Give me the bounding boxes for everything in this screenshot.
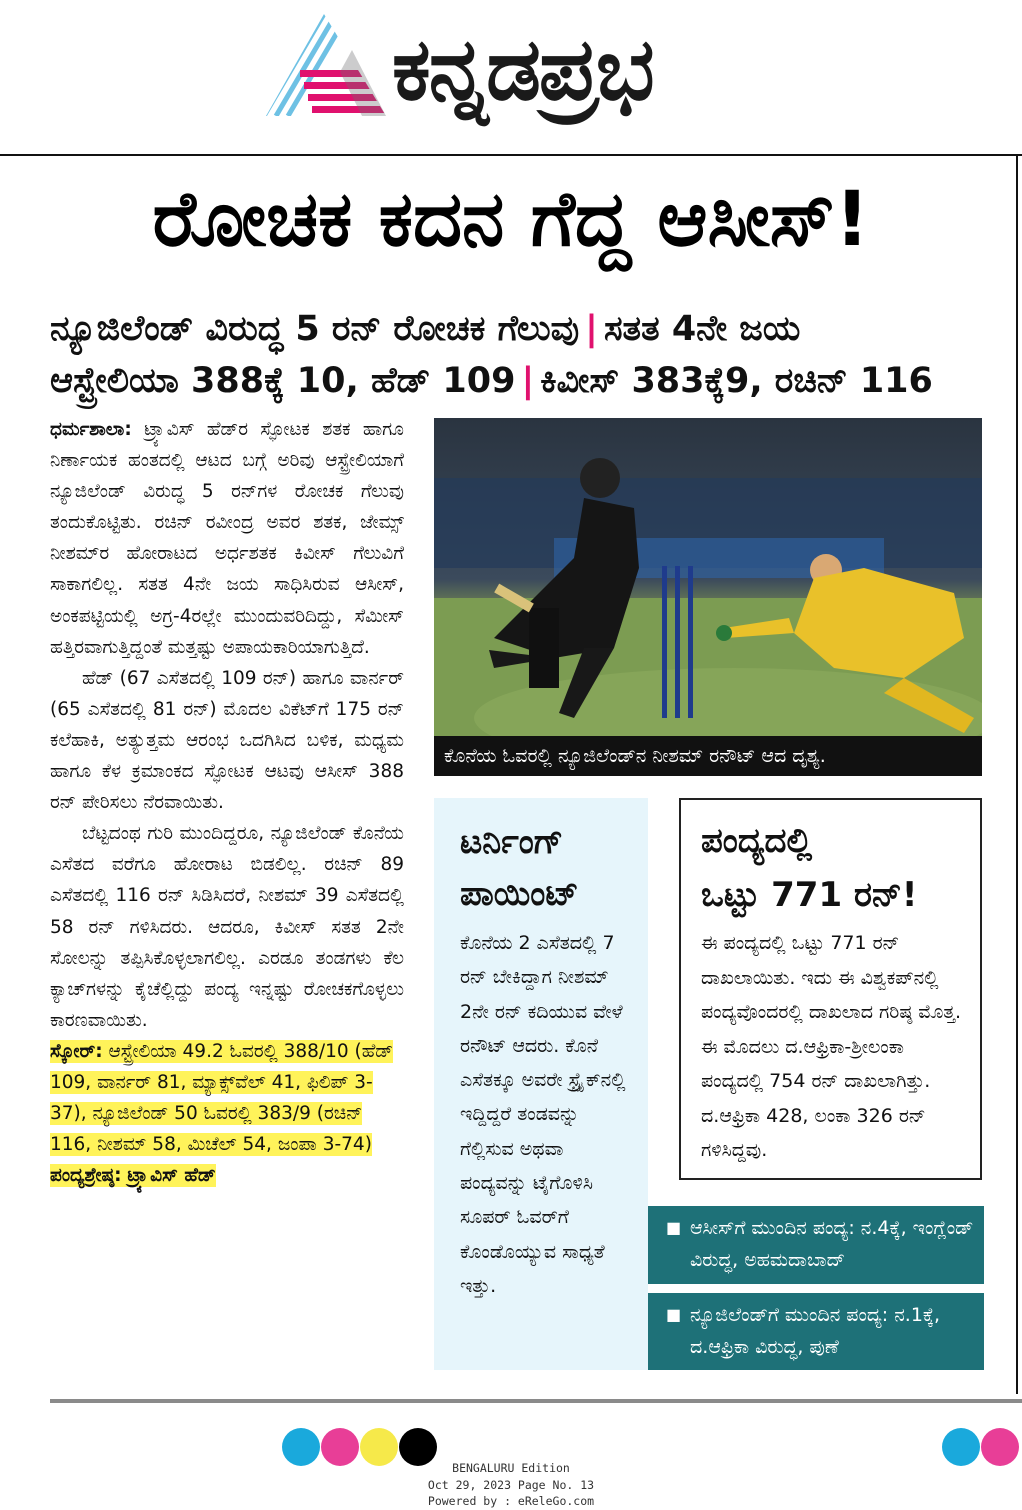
- bullet-icon: ■: [666, 1305, 682, 1324]
- bottom-rule: [50, 1399, 1022, 1403]
- next-match-text: ಆಸೀಸ್‌ಗೆ ಮುಂದಿನ ಪಂದ್ಯ: ನ.4ಕ್ಕೆ, ಇಂಗ್ಲೆಂಡ್ ವಿರುದ್ಧ, ಅಹಮದಾಬಾದ್: [690, 1217, 974, 1271]
- subheadline-1: [50, 306, 990, 352]
- article-body: [50, 414, 404, 1191]
- total-runs-title-line1: ಪಂದ್ಯದಲ್ಲಿ: [701, 821, 813, 861]
- turning-point-box: [434, 798, 648, 1370]
- separator: |: [585, 309, 598, 349]
- subheadline-2: [50, 358, 990, 404]
- player-of-match-name: ಟ್ರ್ಯಾವಿಸ್ ಹೆಡ್: [127, 1165, 216, 1187]
- masthead-rule: [0, 154, 1022, 156]
- next-match-australia: [648, 1206, 984, 1284]
- match-photo: [434, 418, 982, 776]
- turning-point-title-line1: ಟರ್ನಿಂಗ್: [460, 822, 564, 862]
- main-headline: ರೋಚಕ ಕದನ ಗೆದ್ದ ಆಸೀಸ್!: [152, 174, 870, 263]
- scorecard: [50, 1036, 404, 1191]
- date-page-label: Oct 29, 2023 Page No. 13: [427, 1477, 595, 1492]
- turning-point-title: [460, 816, 634, 920]
- page-border-right: [1016, 154, 1018, 1394]
- article-paragraph: [50, 414, 404, 663]
- subheadline-1-part2: ಸತತ 4ನೇ ಜಯ: [603, 309, 801, 349]
- next-match-text: ನ್ಯೂಜಿಲೆಂಡ್‌ಗೆ ಮುಂದಿನ ಪಂದ್ಯ: ನ.1ಕ್ಕೆ, ದ.ಆಫ್ರಿಕಾ ವಿರುದ್ಧ, ಪುಣೆ: [690, 1304, 941, 1358]
- masthead: [0, 0, 1022, 156]
- bullet-icon: ■: [666, 1218, 682, 1237]
- player-of-match-label: ಪಂದ್ಯಶ್ರೇಷ್ಠ:: [50, 1165, 122, 1187]
- total-runs-title: [701, 814, 968, 922]
- turning-point-text: ಕೊನೆಯ 2 ಎಸೆತದಲ್ಲಿ 7 ರನ್ ಬೇಕಿದ್ದಾಗ ನೀಶಮ್ 2ನೇ ರನ್ ಕದಿಯುವ ವೇಳೆ ರನೌಟ್ ಆದರು. ಕೊನೆ ಎಸೆತಕ್ಕೂ ಅವರೇ ಸ್ಟ್ರೈಕ್‌ನಲ್ಲಿ ಇದ್ದಿದ್ದರೆ ತಂಡವನ್ನು ಗೆಲ್ಲಿಸುವ ಅಥವಾ ಪಂದ್ಯವನ್ನು ಟೈಗೊಳಿಸಿ ಸೂಪರ್ ಓವರ್‌ಗೆ ಕೊಂಡೊಯ್ಯುವ ಸಾಧ್ಯತೆ ಇತ್ತು.: [460, 932, 626, 1297]
- dateline: ಧರ್ಮಶಾಲಾ:: [50, 419, 132, 440]
- photo-caption: ಕೊನೆಯ ಓವರಲ್ಲಿ ನ್ಯೂಜಿಲೆಂಡ್‌ನ ನೀಶಮ್ ರನೌಟ್ ಆದ ದೃಶ್ಯ.: [434, 736, 982, 776]
- total-runs-box: [679, 798, 982, 1180]
- edition-label: BENGALURU Edition: [452, 1461, 570, 1475]
- subheadline-2-part1: ಆಸ್ಟ್ರೇಲಿಯಾ 388ಕ್ಕೆ 10, ಹೆಡ್ 109: [50, 361, 516, 401]
- total-runs-text: ಈ ಪಂದ್ಯದಲ್ಲಿ ಒಟ್ಟು 771 ರನ್ ದಾಖಲಾಯಿತು. ಇದು ಈ ವಿಶ್ವಕಪ್‌ನಲ್ಲಿ ಪಂದ್ಯವೊಂದರಲ್ಲಿ ದಾಖಲಾದ ಗರಿಷ್ಠ ಮೊತ್ತ. ಈ ಮೊದಲು ದ.ಆಫ್ರಿಕಾ-ಶ್ರೀಲಂಕಾ ಪಂದ್ಯದಲ್ಲಿ 754 ರನ್ ದಾಖಲಾಗಿತ್ತು. ದ.ಆಫ್ರಿಕಾ 428, ಲಂಕಾ 326 ರನ್ ಗಳಿಸಿದ್ದವು.: [701, 932, 962, 1161]
- score-label: ಸ್ಕೋರ್:: [50, 1040, 103, 1062]
- kannadaprabha-logo-icon: [266, 14, 386, 116]
- subheadline-2-part2: ಕಿವೀಸ್ 383ಕ್ಕೆ9, ರಚಿನ್ 116: [540, 361, 933, 401]
- subheadline-1-part1: ನ್ಯೂಜಿಲೆಂಡ್ ವಿರುದ್ಧ 5 ರನ್ ರೋಚಕ ಗೆಲುವು: [50, 309, 580, 349]
- score-text: ಆಸ್ಟ್ರೇಲಿಯಾ 49.2 ಓವರಲ್ಲಿ 388/10 (ಹೆಡ್ 109, ವಾರ್ನರ್ 81, ಮ್ಯಾಕ್ಸ್‌ವೆಲ್ 41, ಫಿಲಿಪ್ 3-37), ನ್ಯೂಜಿಲೆಂಡ್ 50 ಓವರಲ್ಲಿ 383/9 (ರಚಿನ್ 116, ನೀಶಮ್ 58, ಮಿಚೆಲ್ 54, ಜಂಪಾ 3-74): [50, 1040, 394, 1156]
- powered-by-label: Powered by : eReleGo.com: [427, 1494, 595, 1508]
- turning-point-title-line2: ಪಾಯಿಂಟ್: [460, 874, 579, 914]
- next-match-newzealand: [648, 1293, 984, 1370]
- total-runs-title-line2: ಒಟ್ಟು 771 ರನ್!: [701, 875, 918, 915]
- page-footer: [0, 1460, 1022, 1510]
- separator: |: [521, 361, 535, 401]
- article-paragraph: ಹೆಡ್ (67 ಎಸೆತದಲ್ಲಿ 109 ರನ್) ಹಾಗೂ ವಾರ್ನರ್ (65 ಎಸೆತದಲ್ಲಿ 81 ರನ್) ಮೊದಲ ವಿಕೆಟ್‌ಗೆ 175 ರನ್ ಕಲೆಹಾಕಿ, ಅತ್ಯುತ್ತಮ ಆರಂಭ ಒದಗಿಸಿದ ಬಳಿಕ, ಮಧ್ಯಮ ಹಾಗೂ ಕೆಳ ಕ್ರಮಾಂಕದ ಸ್ಫೋಟಕ ಆಟವು ಆಸೀಸ್ 388 ರನ್ ಪೇರಿಸಲು ನೆರವಾಯಿತು.: [50, 667, 404, 814]
- newspaper-title: ಕನ್ನಡಪ್ರಭ: [392, 20, 653, 120]
- article-paragraph: ಬೆಟ್ಟದಂಥ ಗುರಿ ಮುಂದಿದ್ದರೂ, ನ್ಯೂಜಿಲೆಂಡ್ ಕೊನೆಯ ಎಸೆತದ ವರೆಗೂ ಹೋರಾಟ ಬಿಡಲಿಲ್ಲ. ರಚಿನ್ 89 ಎಸೆತದಲ್ಲಿ 116 ರನ್ ಸಿಡಿಸಿದರೆ, ನೀಶಮ್ 39 ಎಸೆತದಲ್ಲಿ 58 ರನ್ ಗಳಿಸಿದರು. ಆದರೂ, ಕಿವೀಸ್ ಸತತ 2ನೇ ಸೋಲನ್ನು ತಪ್ಪಿಸಿಕೊಳ್ಳಲಾಗಲಿಲ್ಲ. ಎರಡೂ ತಂಡಗಳು ಕೆಲ ಕ್ಯಾಚ್‌ಗಳನ್ನು ಕೈಚೆಲ್ಲಿದ್ದು ಪಂದ್ಯ ಇನ್ನಷ್ಟು ರೋಚಕಗೊಳ್ಳಲು ಕಾರಣವಾಯಿತು.: [50, 823, 404, 1031]
- paragraph-text: ಟ್ರ್ಯಾವಿಸ್ ಹೆಡ್‌ರ ಸ್ಫೋಟಕ ಶತಕ ಹಾಗೂ ನಿರ್ಣಾಯಕ ಹಂತದಲ್ಲಿ ಆಟದ ಬಗ್ಗೆ ಅರಿವು ಆಸ್ಟ್ರೇಲಿಯಾಗೆ ನ್ಯೂಜಿಲೆಂಡ್ ವಿರುದ್ಧ 5 ರನ್‌ಗಳ ರೋಚಕ ಗೆಲುವು ತಂದುಕೊಟ್ಟಿತು. ರಚಿನ್ ರವೀಂದ್ರ ಅವರ ಶತಕ, ಜೇಮ್ಸ್ ನೀಶಮ್‌ರ ಹೋರಾಟದ ಅರ್ಧಶತಕ ಕಿವೀಸ್ ಗೆಲುವಿಗೆ ಸಾಕಾಗಲಿಲ್ಲ. ಸತತ 4ನೇ ಜಯ ಸಾಧಿಸಿರುವ ಆಸೀಸ್, ಅಂಕಪಟ್ಟಿಯಲ್ಲಿ ಅಗ್ರ-4ರಲ್ಲೇ ಮುಂದುವರಿದಿದ್ದು, ಸೆಮೀಸ್ ಹತ್ತಿರವಾಗುತ್ತಿದ್ದಂತೆ ಮತ್ತಷ್ಟು ಅಪಾಯಕಾರಿಯಾಗುತ್ತಿದೆ.: [50, 419, 404, 658]
